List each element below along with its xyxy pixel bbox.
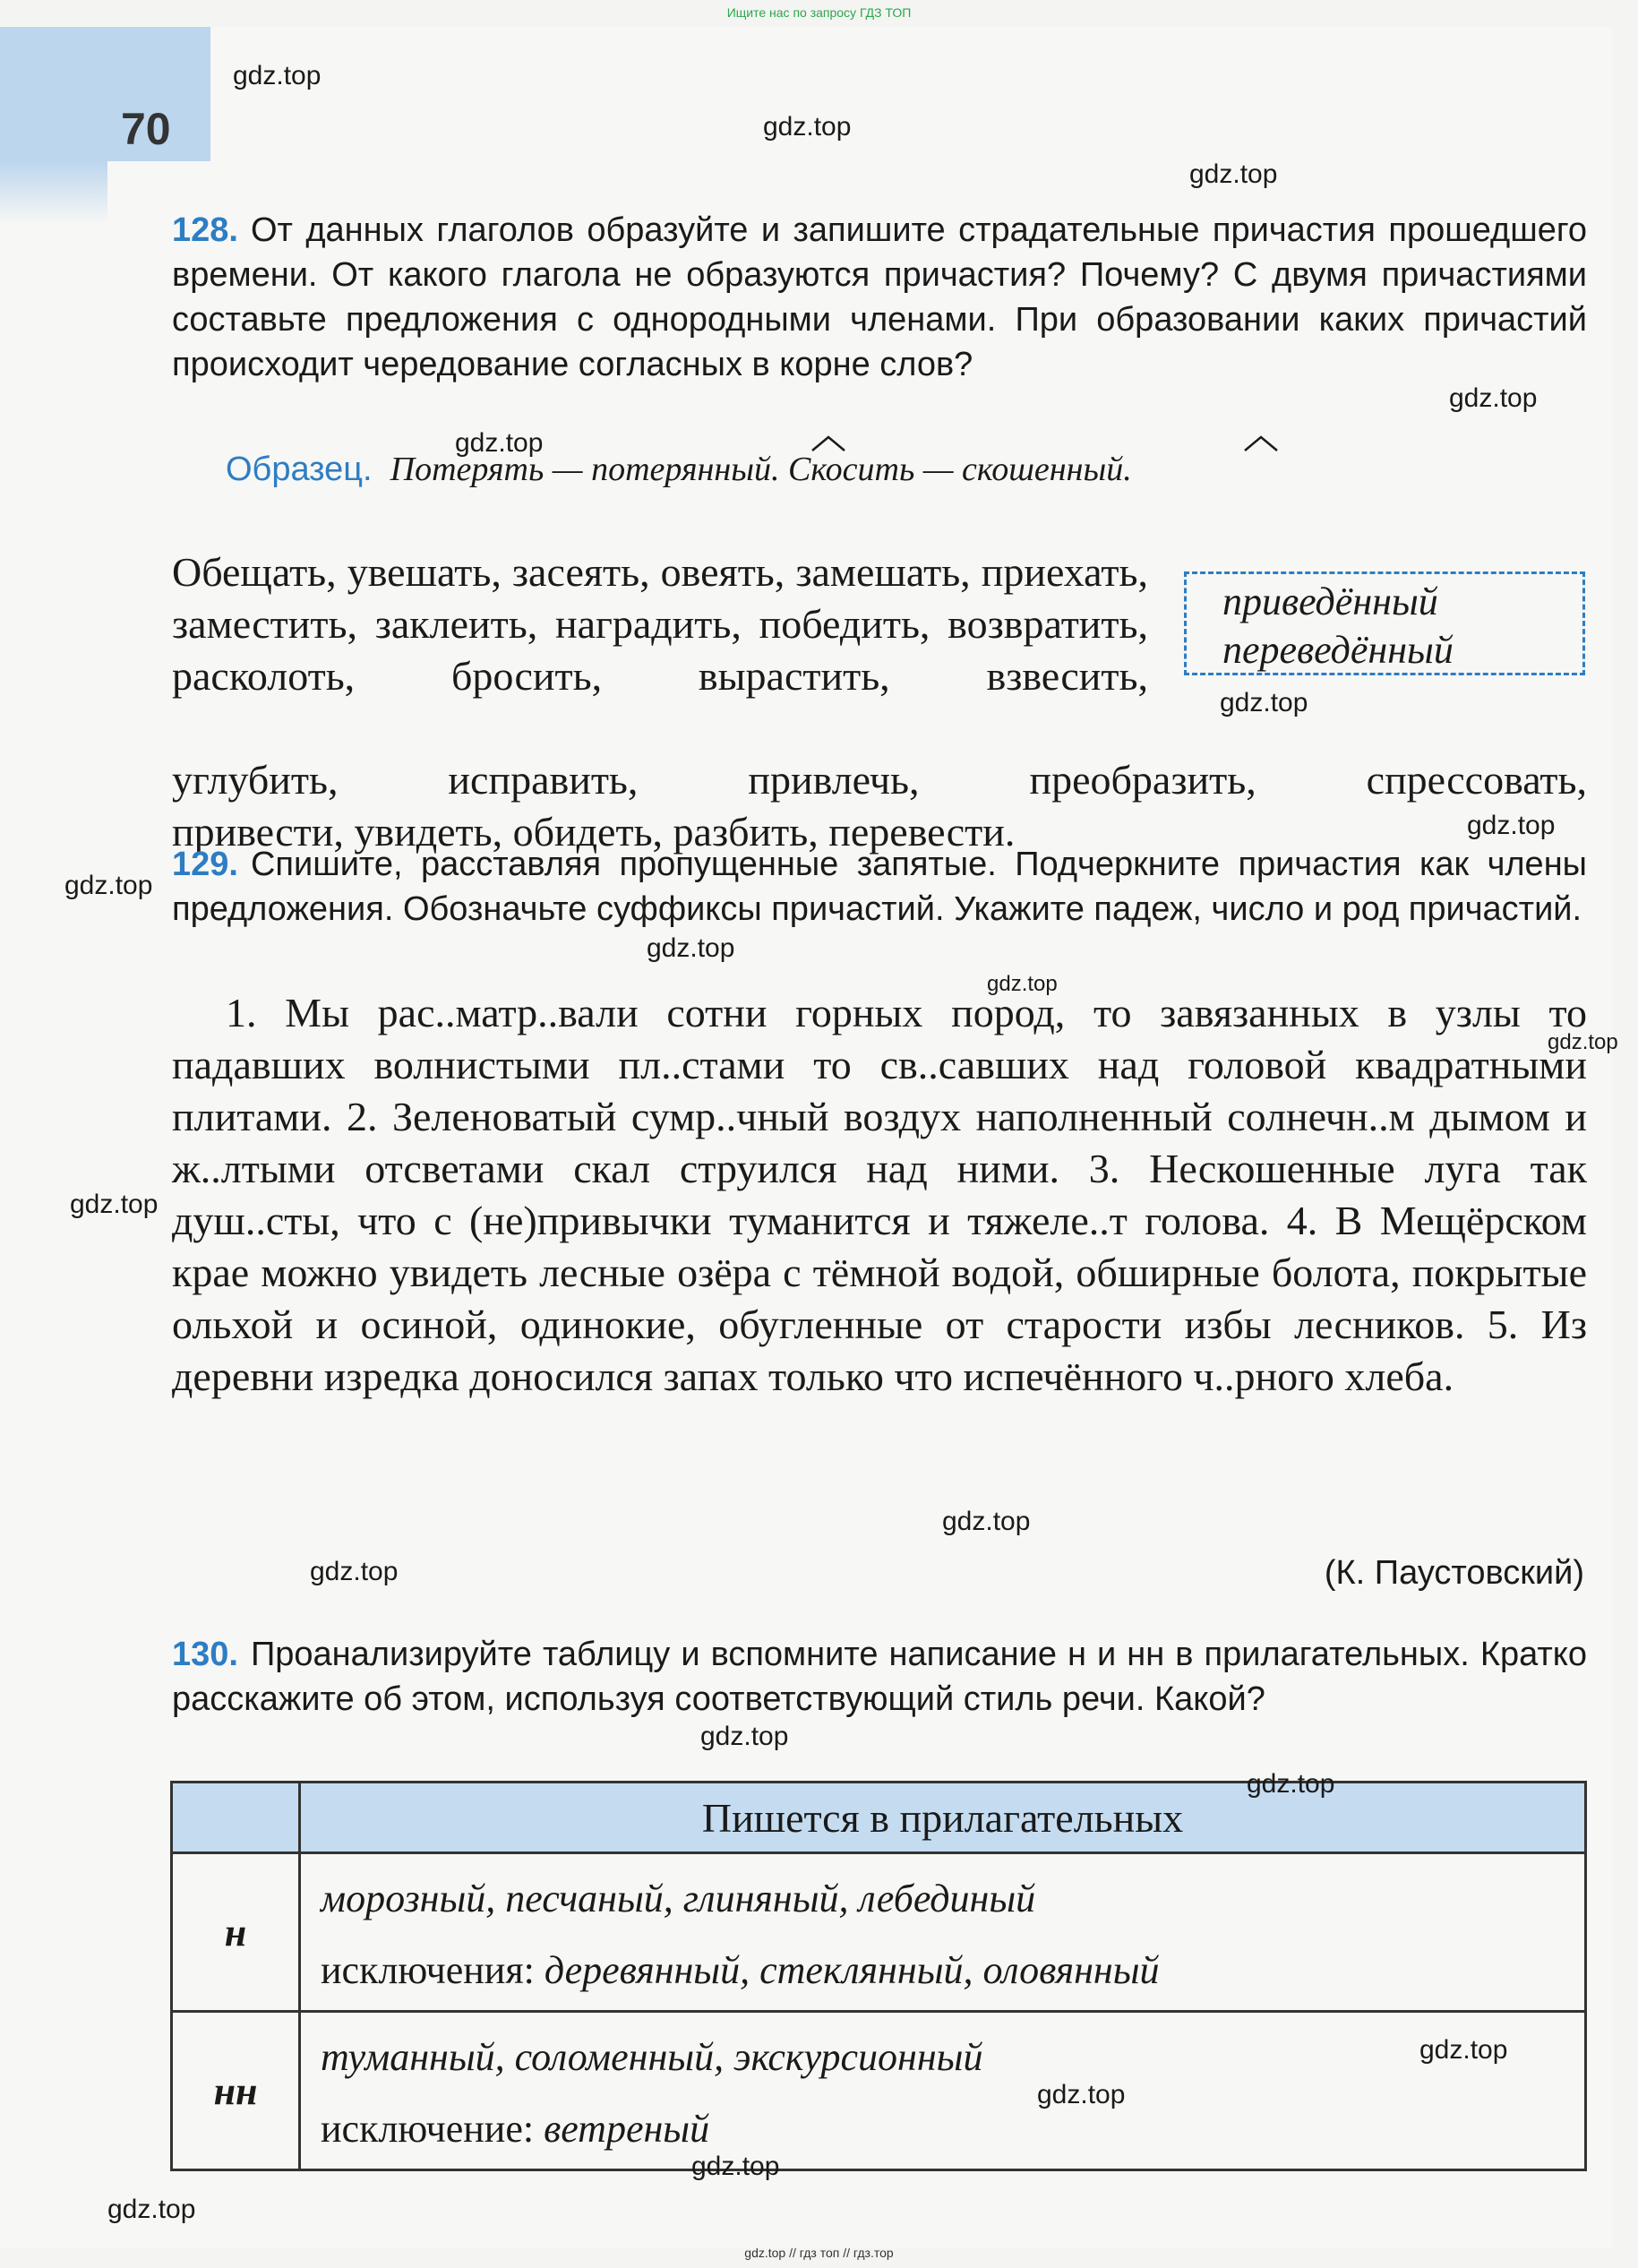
- suffix-arc-icon: [810, 434, 846, 452]
- watermark: gdz.top: [70, 1190, 159, 1219]
- watermark: gdz.top: [1247, 1769, 1335, 1799]
- row-nn-exc-words: ветреный: [544, 2107, 710, 2151]
- exercise-129-number: 129.: [172, 846, 238, 883]
- row-letter-n: н: [172, 1853, 300, 2012]
- table-header: Пишется в прилагательных: [300, 1783, 1586, 1853]
- exercise-129-body: 1. Мы рас..матр..вали сотни горных пород, то завязанных в узлы то падавших волнистыми пл..стами то св..савших над головой квадратными плитами. 2. Зеленоватый сумр..чный воздух наполненный солнечн..м дымом и ж..лтыми отсветами скал струился над ними. 3. Нескошенные луга так душ..сты, что с (не)привычки туманится и тяжеле..т голова. 4. В Мещёрском крае можно увидеть лесные озёра с тёмной водой, обширные болота, покрытые ольхой и осиной, одинокие, обугленные от старости избы лесников. 5. Из деревни изредка доносился запах только что испечённого ч..рного хлеба.: [172, 990, 1587, 1399]
- watermark: gdz.top: [647, 933, 735, 963]
- watermark: gdz.top: [1467, 811, 1556, 840]
- exercise-128-example-box: [1184, 571, 1585, 675]
- suffix-arc-icon: [1243, 434, 1279, 452]
- exercise-128-text: От данных глаголов образуйте и запишите страдательные причастия прошедшего времени. От какого глагола не образуются причастия? Почему? С двумя причастиями составьте предложения с однородными членами. При образовании каких причастий происходит чередование согласных в корне слов?: [172, 211, 1587, 383]
- watermark: gdz.top: [1189, 159, 1278, 189]
- exercise-129-text: Спишите, расставляя пропущенные запятые. Подчеркните причастия как члены предложения. Обозначьте суффиксы причастий. Укажите падеж, число и род причастий.: [172, 846, 1587, 928]
- watermark: gdz.top: [107, 2195, 196, 2224]
- row-nn-exc-label: исключение:: [321, 2107, 535, 2151]
- watermark: gdz.top: [1419, 2035, 1508, 2065]
- spelling-table: [170, 1781, 1587, 2171]
- watermark: gdz.top: [233, 61, 322, 90]
- watermark: gdz.top: [1037, 2080, 1126, 2109]
- watermark: gdz.top: [1449, 383, 1538, 413]
- bottom-note: gdz.top // гдз топ // гдз.тор: [744, 2246, 894, 2260]
- exercise-129-task: [172, 842, 1587, 932]
- corner-color-band: [0, 27, 210, 161]
- top-note: Ищите нас по запросу ГДЗ ТОП: [726, 5, 912, 20]
- exercise-129-author: (К. Паустовский): [1324, 1554, 1584, 1592]
- row-n-exc-words: деревянный, стеклянный, оловянный: [544, 1948, 1160, 1992]
- row-n-content: [300, 1853, 1586, 2012]
- watermark: gdz.top: [942, 1507, 1031, 1536]
- table-row: [172, 1853, 1586, 2012]
- watermark: gdz.top: [763, 112, 852, 142]
- exercise-130-number: 130.: [172, 1636, 238, 1673]
- page-number: 70: [121, 104, 171, 154]
- table-header-row: [172, 1783, 1586, 1853]
- corner-color-fade: [0, 161, 107, 224]
- watermark: gdz.top: [691, 2152, 780, 2181]
- row-nn-words: туманный, соломенный, экскурсионный: [321, 2035, 983, 2079]
- exercise-128-number: 128.: [172, 211, 238, 249]
- row-letter-nn: нн: [172, 2012, 300, 2170]
- exercise-130-task: [172, 1632, 1587, 1722]
- verbs-line-1: углубить, исправить, привлечь, преобразить, спрессовать,: [172, 757, 1587, 803]
- exercise-128-sample: [226, 450, 1132, 489]
- table-row: [172, 2012, 1586, 2170]
- table-header-empty: [172, 1783, 300, 1853]
- row-n-exceptions: [321, 1935, 1584, 2006]
- sample-label: Образец.: [226, 451, 373, 488]
- row-nn-exceptions: [321, 2093, 1584, 2165]
- row-nn-content: [300, 2012, 1586, 2170]
- exercise-130-text: Проанализируйте таблицу и вспомните написание н и нн в прилагательных. Кратко расскажите об этом, используя соответствующий стиль речи. Какой?: [172, 1636, 1587, 1718]
- row-n-exc-label: исключения:: [321, 1948, 535, 1992]
- watermark: gdz.top: [700, 1722, 789, 1751]
- exercise-128-task: [172, 208, 1587, 387]
- exercise-128-verbs: Обещать, увешать, засеять, овеять, замешать, приехать, заместить, заклеить, наградить, победить, возвратить, расколоть, бросить, вырастить, взвесить,: [172, 549, 1148, 699]
- watermark: gdz.top: [1220, 688, 1308, 717]
- watermark: gdz.top: [455, 428, 544, 458]
- box-line-1: приведённый: [1222, 580, 1438, 623]
- watermark: gdz.top: [1548, 1030, 1618, 1054]
- watermark: gdz.top: [987, 972, 1058, 996]
- watermark: gdz.top: [310, 1557, 399, 1586]
- verbs-line-2: привести, увидеть, обидеть, разбить, перевести.: [172, 809, 1016, 855]
- box-line-2: переведённый: [1222, 628, 1454, 672]
- sample-text: Потерять — потерянный. Скосить — скошенный.: [390, 451, 1132, 488]
- row-n-words: морозный, песчаный, глиняный, лебединый: [321, 1877, 1036, 1920]
- watermark: gdz.top: [64, 871, 153, 900]
